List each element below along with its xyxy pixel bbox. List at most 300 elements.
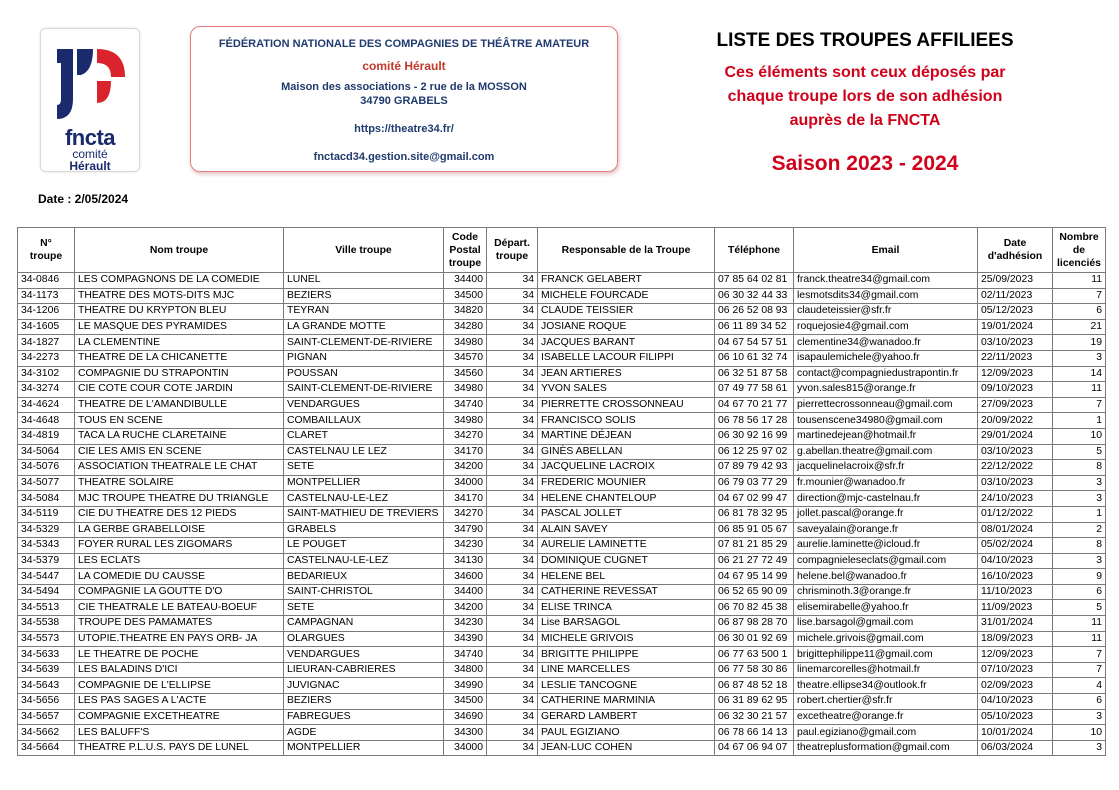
- licensee-count-cell: 7: [1053, 647, 1106, 663]
- troupe-number-cell: 34-5664: [18, 740, 75, 756]
- postal-code-cell: 34170: [444, 444, 487, 460]
- department-cell: 34: [487, 569, 538, 585]
- table-row: [18, 678, 1106, 694]
- troupe-number-cell: 34-5329: [18, 522, 75, 538]
- licensee-count-cell: 2: [1053, 522, 1106, 538]
- troupe-name-cell: TOUS EN SCENE: [75, 413, 284, 429]
- federation-address-line1: Maison des associations - 2 rue de la MOSSON: [281, 81, 527, 93]
- federation-title: FÉDÉRATION NATIONALE DES COMPAGNIES DE THÉÂTRE AMATEUR: [218, 38, 590, 50]
- join-date-cell: 22/11/2023: [978, 350, 1053, 366]
- licensee-count-cell: 11: [1053, 273, 1106, 289]
- department-cell: 34: [487, 319, 538, 335]
- troupe-number-cell: 34-5633: [18, 647, 75, 663]
- postal-code-cell: 34300: [444, 725, 487, 741]
- table-row: [18, 709, 1106, 725]
- table-row: [18, 366, 1106, 382]
- join-date-cell: 11/10/2023: [978, 584, 1053, 600]
- troupe-name-cell: ASSOCIATION THEATRALE LE CHAT: [75, 460, 284, 476]
- department-cell: 34: [487, 522, 538, 538]
- licensee-count-cell: 8: [1053, 538, 1106, 554]
- troupe-number-cell: 34-5119: [18, 506, 75, 522]
- header-text: de: [1072, 244, 1086, 256]
- join-date-cell: 29/01/2024: [978, 428, 1053, 444]
- licensee-count-cell: 1: [1053, 413, 1106, 429]
- phone-number-cell: 06 77 58 30 86: [715, 662, 794, 678]
- department-cell: 34: [487, 304, 538, 320]
- phone-number-cell: 06 79 03 77 29: [715, 475, 794, 491]
- troupe-city-cell: TEYRAN: [284, 304, 444, 320]
- postal-code-cell: 34130: [444, 553, 487, 569]
- troupe-number-cell: 34-1206: [18, 304, 75, 320]
- troupe-city-cell: LIEURAN-CABRIERES: [284, 662, 444, 678]
- troupe-name-cell: THEATRE DE LA CHICANETTE: [75, 350, 284, 366]
- table-row: [18, 569, 1106, 585]
- header-text: Nom troupe: [149, 244, 209, 256]
- department-cell: 34: [487, 678, 538, 694]
- troupe-number-cell: 34-1173: [18, 288, 75, 304]
- manager-name-cell: PASCAL JOLLET: [538, 506, 715, 522]
- phone-number-cell: 06 78 56 17 28: [715, 413, 794, 429]
- email-address-cell[interactable]: chrisminoth.3@orange.fr: [794, 584, 978, 600]
- table-row: [18, 538, 1106, 554]
- table-row: [18, 616, 1106, 632]
- document-title: LISTE DES TROUPES AFFILIEES: [716, 30, 1014, 51]
- licensee-count-cell: 3: [1053, 491, 1106, 507]
- phone-number-cell: 06 30 32 44 33: [715, 288, 794, 304]
- email-address-cell[interactable]: contact@compagniedustrapontin.fr: [794, 366, 978, 382]
- postal-code-cell: 34570: [444, 350, 487, 366]
- table-row: [18, 382, 1106, 398]
- licensee-count-cell: 3: [1053, 553, 1106, 569]
- phone-number-cell: 06 78 66 14 13: [715, 725, 794, 741]
- phone-number-cell: 04 67 70 21 77: [715, 397, 794, 413]
- col-troupe-name-header: [75, 228, 284, 273]
- join-date-cell: 06/03/2024: [978, 740, 1053, 756]
- troupe-city-cell: LUNEL: [284, 273, 444, 289]
- troupe-number-cell: 34-5513: [18, 600, 75, 616]
- troupe-number-cell: 34-5064: [18, 444, 75, 460]
- email-address-cell[interactable]: jacquelinelacroix@sfr.fr: [794, 460, 978, 476]
- licensee-count-cell: 7: [1053, 288, 1106, 304]
- phone-number-cell: 06 31 89 62 95: [715, 694, 794, 710]
- table-row: [18, 694, 1106, 710]
- troupe-city-cell: BEDARIEUX: [284, 569, 444, 585]
- postal-code-cell: 34980: [444, 335, 487, 351]
- table-row: [18, 631, 1106, 647]
- postal-code-cell: 34600: [444, 569, 487, 585]
- licensee-count-cell: 21: [1053, 319, 1106, 335]
- troupe-city-cell: MONTPELLIER: [284, 475, 444, 491]
- subtitle-line: auprès de la FNCTA: [789, 112, 941, 129]
- department-cell: 34: [487, 288, 538, 304]
- troupe-city-cell: GRABELS: [284, 522, 444, 538]
- manager-name-cell: ELISE TRINCA: [538, 600, 715, 616]
- troupe-number-cell: 34-5494: [18, 584, 75, 600]
- phone-number-cell: 04 67 95 14 99: [715, 569, 794, 585]
- troupe-name-cell: LA GERBE GRABELLOISE: [75, 522, 284, 538]
- department-cell: 34: [487, 460, 538, 476]
- postal-code-cell: 34200: [444, 600, 487, 616]
- email-address-cell[interactable]: theatre.ellipse34@outlook.fr: [794, 678, 978, 694]
- manager-name-cell: JEAN-LUC COHEN: [538, 740, 715, 756]
- postal-code-cell: 34740: [444, 647, 487, 663]
- table-row: [18, 553, 1106, 569]
- licensee-count-cell: 6: [1053, 304, 1106, 320]
- col-join-date-header: [978, 228, 1053, 273]
- postal-code-cell: 34230: [444, 616, 487, 632]
- email-address-cell[interactable]: lise.barsagol@gmail.com: [794, 616, 978, 632]
- licensee-count-cell: 14: [1053, 366, 1106, 382]
- troupe-number-cell: 34-4624: [18, 397, 75, 413]
- troupe-number-cell: 34-5538: [18, 616, 75, 632]
- join-date-cell: 03/10/2023: [978, 335, 1053, 351]
- email-address-cell[interactable]: tousenscene34980@gmail.com: [794, 413, 978, 429]
- manager-name-cell: JOSIANE ROQUE: [538, 319, 715, 335]
- troupe-number-cell: 34-5643: [18, 678, 75, 694]
- postal-code-cell: 34390: [444, 631, 487, 647]
- postal-code-cell: 34500: [444, 288, 487, 304]
- troupe-number-cell: 34-4648: [18, 413, 75, 429]
- phone-number-cell: 06 30 92 16 99: [715, 428, 794, 444]
- header-text: troupe: [495, 251, 529, 262]
- troupe-name-cell: THEATRE DU KRYPTON BLEU: [75, 304, 284, 320]
- troupe-name-cell: LA COMEDIE DU CAUSSE: [75, 569, 284, 585]
- postal-code-cell: 34170: [444, 491, 487, 507]
- email-address-cell[interactable]: lesmotsdits34@gmail.com: [794, 288, 978, 304]
- table-row: [18, 662, 1106, 678]
- licensee-count-cell: 6: [1053, 694, 1106, 710]
- logo-comite: comité: [72, 147, 108, 161]
- licensee-count-cell: 10: [1053, 428, 1106, 444]
- manager-name-cell: GINÈS ABELLAN: [538, 444, 715, 460]
- join-date-cell: 25/09/2023: [978, 273, 1053, 289]
- department-cell: 34: [487, 647, 538, 663]
- licensee-count-cell: 6: [1053, 584, 1106, 600]
- manager-name-cell: PIERRETTE CROSSONNEAU: [538, 397, 715, 413]
- document-date: Date : 2/05/2024: [38, 192, 129, 206]
- department-cell: 34: [487, 366, 538, 382]
- phone-number-cell: 06 81 78 32 95: [715, 506, 794, 522]
- header-text: Ville troupe: [335, 244, 392, 256]
- subtitle-line: Ces éléments sont ceux déposés par: [724, 64, 1006, 81]
- email-address-cell[interactable]: clementine34@wanadoo.fr: [794, 335, 978, 351]
- troupe-name-cell: THEATRE SOLAIRE: [75, 475, 284, 491]
- manager-name-cell: FRANCISCO SOLIS: [538, 413, 715, 429]
- troupe-number-cell: 34-3274: [18, 382, 75, 398]
- troupe-city-cell: SAINT-CLEMENT-DE-RIVIERE: [284, 382, 444, 398]
- join-date-cell: 07/10/2023: [978, 662, 1053, 678]
- troupe-city-cell: BEZIERS: [284, 288, 444, 304]
- table-row: [18, 319, 1106, 335]
- postal-code-cell: 34000: [444, 475, 487, 491]
- table-row: [18, 491, 1106, 507]
- licensee-count-cell: 5: [1053, 444, 1106, 460]
- email-address-cell[interactable]: brigittephilippe11@gmail.com: [794, 647, 978, 663]
- join-date-cell: 04/10/2023: [978, 553, 1053, 569]
- phone-number-cell: 06 77 63 500 1: [715, 647, 794, 663]
- federation-info-box: [190, 26, 618, 172]
- email-address-cell[interactable]: excetheatre@orange.fr: [794, 709, 978, 725]
- join-date-cell: 04/10/2023: [978, 694, 1053, 710]
- table-body: [18, 273, 1106, 756]
- email-address-cell[interactable]: martinedejean@hotmail.fr: [794, 428, 978, 444]
- table-row: [18, 460, 1106, 476]
- col-phone-header: [715, 228, 794, 273]
- troupe-city-cell: SETE: [284, 600, 444, 616]
- department-cell: 34: [487, 350, 538, 366]
- email-address-cell[interactable]: compagnieleseclats@gmail.com: [794, 553, 978, 569]
- troupe-city-cell: SAINT-MATHIEU DE TREVIERS: [284, 506, 444, 522]
- header-text: troupe: [448, 257, 482, 269]
- licensee-count-cell: 9: [1053, 569, 1106, 585]
- season-label: Saison 2023 - 2024: [771, 152, 959, 175]
- table-row: [18, 413, 1106, 429]
- join-date-cell: 03/10/2023: [978, 475, 1053, 491]
- join-date-cell: 20/09/2022: [978, 413, 1053, 429]
- email-address-cell[interactable]: g.abellan.theatre@gmail.com: [794, 444, 978, 460]
- header-text: d'adhésion: [987, 251, 1043, 262]
- troupe-name-cell: THEATRE P.L.U.S. PAYS DE LUNEL: [75, 740, 284, 756]
- licensee-count-cell: 7: [1053, 662, 1106, 678]
- department-cell: 34: [487, 413, 538, 429]
- federation-comite: comité Hérault: [362, 59, 446, 73]
- join-date-cell: 11/09/2023: [978, 600, 1053, 616]
- logo-brand: fncta: [64, 125, 116, 150]
- phone-number-cell: 04 67 06 94 07: [715, 740, 794, 756]
- email-address-cell[interactable]: direction@mjc-castelnau.fr: [794, 491, 978, 507]
- troupe-city-cell: SAINT-CHRISTOL: [284, 584, 444, 600]
- troupe-city-cell: VENDARGUES: [284, 647, 444, 663]
- table-row: [18, 475, 1106, 491]
- join-date-cell: 19/01/2024: [978, 319, 1053, 335]
- email-address-cell[interactable]: elisemirabelle@yahoo.fr: [794, 600, 978, 616]
- troupe-number-cell: 34-5662: [18, 725, 75, 741]
- department-cell: 34: [487, 506, 538, 522]
- email-address-cell[interactable]: aurelie.laminette@icloud.fr: [794, 538, 978, 554]
- col-email-header: [794, 228, 978, 273]
- manager-name-cell: AURELIE LAMINETTE: [538, 538, 715, 554]
- licensee-count-cell: 11: [1053, 382, 1106, 398]
- phone-number-cell: 06 87 48 52 18: [715, 678, 794, 694]
- col-troupe-city-header: [284, 228, 444, 273]
- join-date-cell: 02/11/2023: [978, 288, 1053, 304]
- manager-name-cell: FRANCK GELABERT: [538, 273, 715, 289]
- federation-address-line2: 34790 GRABELS: [360, 95, 448, 107]
- table-row: [18, 647, 1106, 663]
- troupe-name-cell: CIE DU THEATRE DES 12 PIEDS: [75, 506, 284, 522]
- licensee-count-cell: 8: [1053, 460, 1106, 476]
- table-row: [18, 444, 1106, 460]
- email-address-cell[interactable]: roquejosie4@gmail.com: [794, 319, 978, 335]
- table-row: [18, 350, 1106, 366]
- federation-email-link[interactable]: fnctacd34.gestion.site@gmail.com: [313, 151, 495, 163]
- phone-number-cell: 04 67 54 57 51: [715, 335, 794, 351]
- phone-number-cell: 07 89 79 42 93: [715, 460, 794, 476]
- department-cell: 34: [487, 600, 538, 616]
- troupe-city-cell: PIGNAN: [284, 350, 444, 366]
- licensee-count-cell: 1: [1053, 506, 1106, 522]
- phone-number-cell: 06 32 51 87 58: [715, 366, 794, 382]
- manager-name-cell: YVON SALES: [538, 382, 715, 398]
- header-text: N°: [40, 238, 52, 249]
- manager-name-cell: DOMINIQUE CUGNET: [538, 553, 715, 569]
- troupe-name-cell: FOYER RURAL LES ZIGOMARS: [75, 538, 284, 554]
- licensee-count-cell: 4: [1053, 678, 1106, 694]
- email-address-cell[interactable]: fr.mounier@wanadoo.fr: [794, 475, 978, 491]
- troupe-name-cell: LES PAS SAGES A L'ACTE: [75, 694, 284, 710]
- manager-name-cell: JACQUES BARANT: [538, 335, 715, 351]
- postal-code-cell: 34200: [444, 460, 487, 476]
- licensee-count-cell: 3: [1053, 350, 1106, 366]
- table-row: [18, 335, 1106, 351]
- postal-code-cell: 34800: [444, 662, 487, 678]
- manager-name-cell: ALAIN SAVEY: [538, 522, 715, 538]
- troupe-name-cell: CIE COTE COUR COTE JARDIN: [75, 382, 284, 398]
- email-address-cell[interactable]: yvon.sales815@orange.fr: [794, 382, 978, 398]
- email-address-cell[interactable]: robert.chertier@sfr.fr: [794, 694, 978, 710]
- troupe-number-cell: 34-5657: [18, 709, 75, 725]
- postal-code-cell: 34740: [444, 397, 487, 413]
- postal-code-cell: 34980: [444, 382, 487, 398]
- phone-number-cell: 06 32 30 21 57: [715, 709, 794, 725]
- phone-number-cell: 07 49 77 58 61: [715, 382, 794, 398]
- department-cell: 34: [487, 616, 538, 632]
- email-address-cell[interactable]: franck.theatre34@gmail.com: [794, 273, 978, 289]
- postal-code-cell: 34270: [444, 506, 487, 522]
- join-date-cell: 08/01/2024: [978, 522, 1053, 538]
- phone-number-cell: 06 70 82 45 38: [715, 600, 794, 616]
- troupe-city-cell: CLARET: [284, 428, 444, 444]
- col-department-header: [487, 228, 538, 273]
- troupe-city-cell: CASTELNAU-LE-LEZ: [284, 491, 444, 507]
- header-text: Code: [452, 231, 478, 243]
- troupe-name-cell: LA CLEMENTINE: [75, 335, 284, 351]
- document-subtitle: [640, 61, 1090, 133]
- email-address-cell[interactable]: pierrettecrossonneau@gmail.com: [794, 397, 978, 413]
- col-troupe-number-header: [18, 228, 75, 273]
- manager-name-cell: LESLIE TANCOGNE: [538, 678, 715, 694]
- manager-name-cell: Lise BARSAGOL: [538, 616, 715, 632]
- troupe-name-cell: LE THEATRE DE POCHE: [75, 647, 284, 663]
- department-cell: 34: [487, 709, 538, 725]
- col-postal-code-header: [444, 228, 487, 273]
- email-address-cell[interactable]: theatreplusformation@gmail.com: [794, 740, 978, 756]
- licensee-count-cell: 10: [1053, 725, 1106, 741]
- troupe-city-cell: AGDE: [284, 725, 444, 741]
- email-address-cell[interactable]: isapaulemichele@yahoo.fr: [794, 350, 978, 366]
- email-address-cell[interactable]: helene.bel@wanadoo.fr: [794, 569, 978, 585]
- phone-number-cell: 06 26 52 08 93: [715, 304, 794, 320]
- troupe-name-cell: LES BALUFF'S: [75, 725, 284, 741]
- postal-code-cell: 34400: [444, 273, 487, 289]
- email-address-cell[interactable]: paul.egiziano@gmail.com: [794, 725, 978, 741]
- join-date-cell: 31/01/2024: [978, 616, 1053, 632]
- troupe-name-cell: LES COMPAGNONS DE LA COMEDIE: [75, 273, 284, 289]
- troupe-name-cell: COMPAGNIE LA GOUTTE D'O: [75, 584, 284, 600]
- troupe-city-cell: SETE: [284, 460, 444, 476]
- join-date-cell: 05/10/2023: [978, 709, 1053, 725]
- troupe-number-cell: 34-5656: [18, 694, 75, 710]
- email-address-cell[interactable]: linemarcorelles@hotmail.fr: [794, 662, 978, 678]
- phone-number-cell: 06 52 65 90 09: [715, 584, 794, 600]
- manager-name-cell: ISABELLE LACOUR FILIPPI: [538, 350, 715, 366]
- troupe-city-cell: FABREGUES: [284, 709, 444, 725]
- email-address-cell[interactable]: michele.grivois@gmail.com: [794, 631, 978, 647]
- department-cell: 34: [487, 475, 538, 491]
- department-cell: 34: [487, 725, 538, 741]
- header-text: Départ.: [494, 238, 530, 249]
- phone-number-cell: 06 30 01 92 69: [715, 631, 794, 647]
- troupe-city-cell: LA GRANDE MOTTE: [284, 319, 444, 335]
- licensee-count-cell: 5: [1053, 600, 1106, 616]
- header-text: Email: [871, 244, 900, 256]
- troupe-city-cell: COMBAILLAUX: [284, 413, 444, 429]
- phone-number-cell: 06 11 89 34 52: [715, 319, 794, 335]
- troupe-city-cell: CASTELNAU-LE-LEZ: [284, 553, 444, 569]
- header-text: Téléphone: [728, 244, 780, 256]
- manager-name-cell: JEAN ARTIERES: [538, 366, 715, 382]
- troupe-number-cell: 34-5639: [18, 662, 75, 678]
- subtitle-line: chaque troupe lors de son adhésion: [727, 88, 1003, 105]
- troupe-city-cell: VENDARGUES: [284, 397, 444, 413]
- manager-name-cell: FREDERIC MOUNIER: [538, 475, 715, 491]
- department-cell: 34: [487, 491, 538, 507]
- postal-code-cell: 34230: [444, 538, 487, 554]
- table-row: [18, 506, 1106, 522]
- table-header-row: [18, 228, 1106, 273]
- troupe-number-cell: 34-5084: [18, 491, 75, 507]
- department-cell: 34: [487, 444, 538, 460]
- troupe-name-cell: LES ECLATS: [75, 553, 284, 569]
- troupe-number-cell: 34-5076: [18, 460, 75, 476]
- troupe-city-cell: SAINT-CLEMENT-DE-RIVIERE: [284, 335, 444, 351]
- postal-code-cell: 34270: [444, 428, 487, 444]
- table-row: [18, 584, 1106, 600]
- troupe-name-cell: LES BALADINS D'ICI: [75, 662, 284, 678]
- postal-code-cell: 34280: [444, 319, 487, 335]
- email-address-cell[interactable]: jollet.pascal@orange.fr: [794, 506, 978, 522]
- troupe-name-cell: COMPAGNIE DU STRAPONTIN: [75, 366, 284, 382]
- troupe-city-cell: LE POUGET: [284, 538, 444, 554]
- email-address-cell[interactable]: saveyalain@orange.fr: [794, 522, 978, 538]
- licensee-count-cell: 3: [1053, 709, 1106, 725]
- phone-number-cell: 07 85 64 02 81: [715, 273, 794, 289]
- table-row: [18, 725, 1106, 741]
- join-date-cell: 09/10/2023: [978, 382, 1053, 398]
- email-address-cell[interactable]: claudeteissier@sfr.fr: [794, 304, 978, 320]
- postal-code-cell: 34820: [444, 304, 487, 320]
- phone-number-cell: 06 87 98 28 70: [715, 616, 794, 632]
- troupe-city-cell: CAMPAGNAN: [284, 616, 444, 632]
- join-date-cell: 03/10/2023: [978, 444, 1053, 460]
- licensee-count-cell: 11: [1053, 631, 1106, 647]
- troupe-number-cell: 34-0846: [18, 273, 75, 289]
- postal-code-cell: 34690: [444, 709, 487, 725]
- department-cell: 34: [487, 397, 538, 413]
- licensee-count-cell: 3: [1053, 740, 1106, 756]
- phone-number-cell: 06 85 91 05 67: [715, 522, 794, 538]
- manager-name-cell: MICHELE FOURCADE: [538, 288, 715, 304]
- table-row: [18, 522, 1106, 538]
- troupe-city-cell: MONTPELLIER: [284, 740, 444, 756]
- postal-code-cell: 34980: [444, 413, 487, 429]
- phone-number-cell: 06 10 61 32 74: [715, 350, 794, 366]
- troupe-name-cell: THEATRE DE L'AMANDIBULLE: [75, 397, 284, 413]
- department-cell: 34: [487, 428, 538, 444]
- federation-website-link[interactable]: https://theatre34.fr/: [354, 123, 454, 135]
- troupe-city-cell: JUVIGNAC: [284, 678, 444, 694]
- header-text: Responsable de la Troupe: [561, 244, 691, 256]
